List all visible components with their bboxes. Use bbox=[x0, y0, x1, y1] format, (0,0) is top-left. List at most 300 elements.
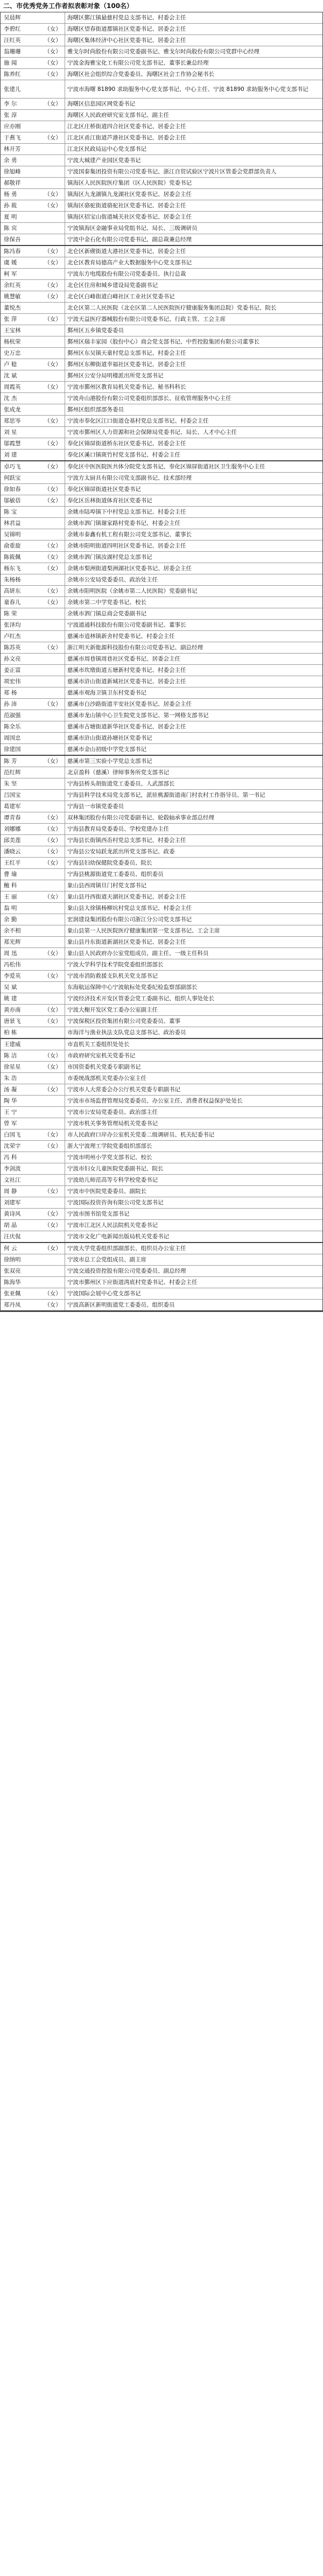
honoree-name: 陈全乐 bbox=[4, 724, 21, 730]
honoree-gender bbox=[41, 631, 65, 642]
honoree-name: 朱 坚 bbox=[4, 781, 17, 787]
table-row bbox=[1, 529, 322, 541]
honoree-position: 宁波镇海区金融事业局党组书记、局长、三级调研员 bbox=[65, 223, 322, 234]
table-row bbox=[1, 1288, 322, 1300]
honoree-gender: （女） bbox=[44, 486, 61, 493]
honoree-position: 象山县第一人民医院医疗健康集团第一党支部书记、工会主席 bbox=[65, 925, 322, 936]
honoree-gender bbox=[41, 710, 65, 721]
table-row bbox=[1, 756, 322, 767]
honoree-name: 郝敬祥 bbox=[4, 180, 21, 186]
honoree-position: 宁波金海雅宝化工有限公司党支部书记、董事长兼总经理 bbox=[65, 58, 322, 68]
honoree-gender: （女） bbox=[44, 950, 61, 957]
honoree-position: 鄞州区东柳街道幸福社区党委书记、居委会主任 bbox=[65, 359, 322, 370]
honoree-gender: （女） bbox=[44, 384, 61, 390]
table-row bbox=[1, 280, 322, 291]
table-row bbox=[1, 404, 322, 416]
honoree-name: 俞重旋 bbox=[4, 543, 21, 549]
honoree-gender bbox=[41, 721, 65, 732]
honoree-gender bbox=[41, 269, 65, 279]
table-row bbox=[1, 495, 322, 507]
table-row bbox=[1, 937, 322, 948]
honoree-position: 鄞州区组织部部务委员 bbox=[65, 404, 322, 415]
honoree-name: 李碧红 bbox=[4, 26, 21, 32]
honoree-position: 宁波市江北区人民法院机关党委书记 bbox=[65, 1220, 322, 1231]
honoree-position: 市国资委机关党委专职副书记 bbox=[65, 1062, 322, 1072]
honoree-name: 朱杨杨 bbox=[4, 577, 21, 583]
table-section bbox=[1, 246, 322, 461]
honoree-position: 海曙区望春街道都镇社区党委书记、居委会主任 bbox=[65, 24, 322, 34]
table-section bbox=[1, 1243, 322, 1311]
honoree-position: 江北区民政局运中心党支部书记 bbox=[65, 144, 322, 155]
table-row bbox=[1, 80, 322, 99]
table-row bbox=[1, 1005, 322, 1016]
honoree-name: 范淑强 bbox=[4, 712, 21, 719]
table-row bbox=[1, 1016, 322, 1027]
table-row bbox=[1, 1197, 322, 1209]
honoree-position: 宁波市市场监督管理局党委委员、办公室主任、消费者权益保护处处长 bbox=[65, 1096, 322, 1106]
honoree-name: 邬霞慧 bbox=[4, 440, 21, 447]
honoree-position: 宁波大城建产业园区党委书记 bbox=[65, 155, 322, 166]
honoree-gender bbox=[41, 1073, 65, 1084]
honoree-position: 宁波天益医疗器械股份有限公司党委书记、行政主管、工会主席 bbox=[65, 314, 322, 325]
honoree-name: 黄亦南 bbox=[4, 1007, 21, 1013]
honoree-name: 陈养红 bbox=[4, 71, 21, 78]
honoree-gender bbox=[41, 654, 65, 664]
honoree-name: 徐纳明 bbox=[4, 1257, 21, 1263]
honoree-gender: （女） bbox=[44, 191, 61, 198]
honoree-gender: （女） bbox=[44, 1086, 61, 1093]
honoree-position: 宁波市公安局党委委员、政治部主任 bbox=[65, 1107, 322, 1118]
honoree-name: 曾 军 bbox=[4, 1120, 17, 1127]
honoree-name: 王建威 bbox=[4, 1041, 21, 1048]
table-row bbox=[1, 58, 322, 69]
table-row bbox=[1, 574, 322, 586]
honoree-gender bbox=[41, 1039, 65, 1050]
honoree-name: 卓巧飞 bbox=[4, 464, 21, 470]
honoree-gender bbox=[41, 869, 65, 880]
table-row bbox=[1, 110, 322, 121]
table-row bbox=[1, 234, 322, 245]
table-row bbox=[1, 1243, 322, 1254]
honoree-name: 夏 明 bbox=[4, 214, 17, 220]
honoree-position: 鄞州区瑞丰家园（股份中心）商会党支部书记、中哲控股集团有限公司董事长 bbox=[65, 336, 322, 347]
honoree-gender: （女） bbox=[44, 701, 61, 707]
honoree-gender bbox=[41, 778, 65, 789]
honoree-position: 余姚市梨洲街道梨洲湖社区党委书记、居委会主任 bbox=[65, 563, 322, 574]
honoree-gender: （女） bbox=[44, 418, 61, 424]
table-row bbox=[1, 359, 322, 370]
honoree-name: 胡 晶 bbox=[4, 1222, 17, 1229]
honoree-name: 王红平 bbox=[4, 860, 21, 866]
honoree-name: 杨杭荣 bbox=[4, 339, 21, 345]
honoree-gender bbox=[41, 1254, 65, 1265]
table-row bbox=[1, 687, 322, 699]
honoree-name: 孙 筱 bbox=[4, 202, 17, 209]
honoree-position: 余姚市泗门镇汝湖村党总支部书记 bbox=[65, 552, 322, 563]
honoree-gender bbox=[41, 1175, 65, 1185]
table-row bbox=[1, 597, 322, 608]
honoree-position: 镇海区人民医院医疗集团（区人民医院）党委书记 bbox=[65, 178, 322, 188]
honoree-name: 朱 浩 bbox=[4, 1075, 17, 1082]
honoree-name: 何跃宝 bbox=[4, 475, 21, 481]
honoree-position: 慈溪市金山初级中学党支部书记 bbox=[65, 744, 322, 755]
honoree-gender: （女） bbox=[44, 464, 61, 470]
honoree-position: 宁波市总工会党组成员、副主席 bbox=[65, 1254, 322, 1265]
honoree-gender bbox=[41, 404, 65, 415]
table-row bbox=[1, 12, 322, 24]
table-row bbox=[1, 1152, 322, 1163]
honoree-name: 王 宁 bbox=[4, 1109, 17, 1115]
honoree-gender bbox=[41, 937, 65, 947]
honoree-position: 余姚市泗门镇谢家路村党委书记、村委会主任 bbox=[65, 518, 322, 529]
honoree-name: 王 丽 bbox=[4, 894, 17, 900]
honoree-position: 慈溪市坎墩街道五塘新村党委书记、村委会主任 bbox=[65, 665, 322, 676]
honoree-gender bbox=[41, 733, 65, 743]
honoree-name: 刘娜娜 bbox=[4, 826, 21, 832]
honoree-position: 余姚市第二中学党委书记、校长 bbox=[65, 597, 322, 608]
page-heading: 二、市优秀党务工作者拟表彰对象（100名） bbox=[3, 2, 134, 10]
table-row bbox=[1, 903, 322, 914]
honoree-position: 宁波国际会展中心党支部书记 bbox=[65, 1288, 322, 1299]
honoree-name: 张亚佩 bbox=[4, 1290, 21, 1297]
honoree-gender bbox=[41, 155, 65, 166]
honoree-gender bbox=[41, 121, 65, 132]
honoree-position: 宁海县科学技术局党支部书记，派驻桃源街道南门村农村工作指导员、第一书记 bbox=[65, 790, 322, 801]
honoree-gender bbox=[41, 348, 65, 359]
honoree-position: 海曙区信息园区网党委书记 bbox=[65, 99, 322, 109]
honoree-gender bbox=[41, 1266, 65, 1276]
honoree-position: 宁波市妇女儿童医院党委副书记、院长 bbox=[65, 1163, 322, 1174]
honoree-name: 张双亮 bbox=[4, 1268, 21, 1274]
honoree-position: 鄞州区公安分局明楼派出所党支部书记 bbox=[65, 370, 322, 381]
honoree-position: 慈溪市龙山镇中心卫生院党支部书记、第一网格支部书记 bbox=[65, 710, 322, 721]
honoree-position: 宁波国际投资咨询有限公司党支部书记 bbox=[65, 1197, 322, 1208]
honoree-gender: （女） bbox=[44, 543, 61, 549]
honoree-name: 张建儿 bbox=[4, 86, 21, 93]
honoree-gender bbox=[41, 914, 65, 925]
honoree-gender: （女） bbox=[44, 554, 61, 560]
honoree-name: 郑 杨 bbox=[4, 690, 17, 696]
honoree-gender bbox=[41, 166, 65, 177]
honoree-position: 北仑区住房和城乡建设局党委副书记 bbox=[65, 280, 322, 291]
table-row bbox=[1, 869, 322, 880]
honoree-position: 余姚市公安局党委委员、政治处主任 bbox=[65, 574, 322, 585]
honoree-gender: （女） bbox=[44, 248, 61, 255]
honoree-position: 宁波市人大常委会办公厅机关党委专职副书记 bbox=[65, 1084, 322, 1095]
table-row bbox=[1, 665, 322, 676]
table-row bbox=[1, 46, 322, 58]
table-row bbox=[1, 948, 322, 959]
table-row bbox=[1, 1231, 322, 1242]
honoree-gender: （女） bbox=[44, 1018, 61, 1024]
honoree-gender: （女） bbox=[44, 1007, 61, 1013]
honoree-position: 浙江明天新能源科技股份有限公司党委书记、副总经理 bbox=[65, 642, 322, 653]
table-row bbox=[1, 382, 322, 393]
table-row bbox=[1, 1084, 322, 1096]
table-row bbox=[1, 1186, 322, 1197]
table-row bbox=[1, 846, 322, 858]
table-row bbox=[1, 1277, 322, 1288]
honoree-position: 宁波市海曙 81890 求助服务中心党支部书记、中心主任、宁波 81890 求助服务中心党支部书记 bbox=[65, 80, 322, 98]
honoree-gender bbox=[41, 178, 65, 188]
honoree-name: 冯 科 bbox=[4, 1154, 17, 1161]
table-row bbox=[1, 541, 322, 552]
table-row bbox=[1, 144, 322, 155]
honoree-name: 卢 稔 bbox=[4, 361, 17, 368]
honoree-gender bbox=[41, 1118, 65, 1129]
table-row bbox=[1, 982, 322, 993]
table-row bbox=[1, 676, 322, 687]
table-row bbox=[1, 1073, 322, 1084]
honoree-name: 陈冯春 bbox=[4, 248, 21, 255]
table-row bbox=[1, 1027, 322, 1038]
honoree-name: 汪庆侃 bbox=[4, 1233, 21, 1240]
table-row bbox=[1, 1254, 322, 1266]
table-row bbox=[1, 835, 322, 846]
honoree-gender: （女） bbox=[44, 259, 61, 266]
honoree-name: 李 尔 bbox=[4, 101, 17, 107]
honoree-name: 李剑波 bbox=[4, 1166, 21, 1172]
honoree-gender: （女） bbox=[44, 894, 61, 900]
table-row bbox=[1, 767, 322, 778]
honoree-position: 奉化区中医医院医共体分院党支部书记、奉化区锦屏街道社区卫生服务中心主任 bbox=[65, 461, 322, 472]
honoree-gender bbox=[41, 880, 65, 891]
honoree-name: 陈 宝 bbox=[4, 509, 17, 515]
honoree-name: 项宏伟 bbox=[4, 678, 21, 685]
table-row bbox=[1, 1141, 322, 1152]
honoree-gender bbox=[41, 110, 65, 121]
honoree-name: 张 淳 bbox=[4, 112, 17, 118]
table-row bbox=[1, 586, 322, 597]
honoree-position: 宁海县妇幼保健院党委委员、院长 bbox=[65, 858, 322, 868]
honoree-position: 象山县人民政府办公室党组成员、副主任、一级主任科员 bbox=[65, 948, 322, 959]
table-section bbox=[1, 461, 322, 756]
honoree-gender bbox=[41, 959, 65, 970]
honoree-position: 镇海区九龙湖镇九龙湖社区党委书记、居委会主任 bbox=[65, 189, 322, 200]
honoree-position: 宁海县教育局党委委员、学校党建办主任 bbox=[65, 824, 322, 834]
honoree-gender bbox=[41, 1152, 65, 1163]
table-row bbox=[1, 1039, 322, 1050]
honoree-position: 宁海县长街镇西岙村党总支部书记、村委会主任 bbox=[65, 835, 322, 846]
honoree-position: 象山县大徐镇杨柳坑村党总支部书记、村委会主任 bbox=[65, 903, 322, 914]
table-row bbox=[1, 438, 322, 450]
table-row bbox=[1, 200, 322, 212]
honoree-gender: （女） bbox=[44, 848, 61, 855]
honoree-gender: （女） bbox=[44, 361, 61, 368]
table-row bbox=[1, 710, 322, 721]
honoree-position: 余姚市阳明医院（余姚市第二人民医院）党委副书记 bbox=[65, 586, 322, 596]
honoree-gender: （女） bbox=[44, 1064, 61, 1070]
table-row bbox=[1, 450, 322, 460]
honoree-position: 宁海县桥头胡街道党工委委员、人武部部长 bbox=[65, 778, 322, 789]
table-row bbox=[1, 314, 322, 325]
honoree-gender bbox=[41, 1163, 65, 1174]
table-row bbox=[1, 99, 322, 110]
honoree-name: 柯 军 bbox=[4, 271, 17, 277]
table-row bbox=[1, 993, 322, 1005]
honoree-position: 宁海县一市镇党委委员 bbox=[65, 801, 322, 812]
honoree-name: 黄诗风 bbox=[4, 1211, 21, 1217]
honoree-position: 宁波经济技术开发区管委会党工委副书记、组织人事处处长 bbox=[65, 993, 322, 1004]
honoree-name: 周国忠 bbox=[4, 735, 21, 741]
honoree-gender bbox=[41, 427, 65, 438]
honoree-name: 陈筱佩 bbox=[4, 554, 21, 560]
honoree-position: 宁波方太厨具有限公司党支部副书记、技术部经理 bbox=[65, 473, 322, 483]
honoree-name: 张泽均 bbox=[4, 622, 21, 628]
honoree-position: 宁波市中医院党委委员、副院长 bbox=[65, 1186, 322, 1197]
honoree-gender bbox=[41, 574, 65, 585]
honoree-position: 宁波大学党委组织部副部长、组织员办公室主任 bbox=[65, 1243, 322, 1254]
table-row bbox=[1, 925, 322, 937]
honoree-gender: （女） bbox=[44, 1222, 61, 1229]
honoree-gender: （女） bbox=[44, 1211, 61, 1217]
honoree-position: 宁波市消防救援支队机关党支部书记 bbox=[65, 971, 322, 981]
honoree-position: 宁波市明州小学党支部书记、校长 bbox=[65, 1152, 322, 1163]
honoree-gender: （女） bbox=[44, 1052, 61, 1059]
honoree-position: 慈溪市白沙路街道平安社区党委书记、居委会主任 bbox=[65, 699, 322, 710]
honoree-position: 宁波保税区投资集团有限公司党委委员、董事 bbox=[65, 1016, 322, 1027]
table-row bbox=[1, 212, 322, 223]
honoree-gender bbox=[41, 336, 65, 347]
honoree-position: 宁波国泰集团投资有限公司党委书记、浙江自贸试验区宁波片区管委会党群部负责人 bbox=[65, 166, 322, 177]
honoree-gender bbox=[41, 993, 65, 1004]
honoree-gender: （女） bbox=[44, 1132, 61, 1138]
honoree-gender bbox=[41, 903, 65, 914]
honoree-name: 谭青春 bbox=[4, 815, 21, 821]
table-row bbox=[1, 1220, 322, 1231]
honoree-position: 鄞州区五乡镇党委委员 bbox=[65, 325, 322, 336]
table-row bbox=[1, 269, 322, 280]
honoree-name: 吴锦明 bbox=[4, 531, 21, 538]
honoree-gender bbox=[41, 925, 65, 936]
honoree-name: 吕国宝 bbox=[4, 792, 21, 798]
honoree-gender bbox=[41, 303, 65, 313]
honoree-position: 宁波道通科技股份有限公司党委副书记、董事长 bbox=[65, 620, 322, 630]
honoree-name: 陈 宾 bbox=[4, 225, 17, 231]
honoree-gender: （女） bbox=[44, 599, 61, 606]
table-row bbox=[1, 166, 322, 178]
honoree-name: 邬敏蓓 bbox=[4, 497, 21, 504]
honoree-gender bbox=[41, 790, 65, 801]
honoree-name: 姚 建 bbox=[4, 995, 17, 1002]
table-row bbox=[1, 744, 322, 755]
honoree-position: 宁波市文化广电新闻出版局机关党委书记 bbox=[65, 1231, 322, 1242]
honoree-name: 曹 瑜 bbox=[4, 871, 17, 878]
honoree-position: 象山县西周镇旦门村党支部书记 bbox=[65, 880, 322, 891]
honoree-position: 宏润建设集团股份有限公司浙江分公司党支部书记 bbox=[65, 914, 322, 925]
honoree-name: 余红英 bbox=[4, 282, 21, 289]
honoree-gender: （女） bbox=[44, 135, 61, 141]
table-row bbox=[1, 1107, 322, 1118]
honoree-name: 陈苏英 bbox=[4, 644, 21, 651]
honoree-name: 高妍东 bbox=[4, 588, 21, 594]
honoree-gender: （女） bbox=[44, 860, 61, 866]
honoree-name: 潘晓云 bbox=[4, 848, 21, 855]
honoree-name: 周霞英 bbox=[4, 384, 21, 390]
honoree-name: 卢红杰 bbox=[4, 633, 21, 640]
honoree-position: 象山县丹西街道天湖社区党委书记、居委会主任 bbox=[65, 892, 322, 902]
table-row bbox=[1, 473, 322, 484]
honoree-name: 唐景飞 bbox=[4, 1018, 21, 1024]
honoree-name: 文社江 bbox=[4, 1177, 21, 1183]
table-row bbox=[1, 1050, 322, 1062]
honoree-gender bbox=[41, 212, 65, 222]
honoree-position: 北京盈科（慈溪）律师事务所党支部书记 bbox=[65, 767, 322, 778]
honoree-position: 奉化区岳林街道体育社区党委书记 bbox=[65, 495, 322, 506]
honoree-position: 宁波市鄞州区人力资源和社会保障局党委书记、局长、人才中心主任 bbox=[65, 427, 322, 438]
honoree-name: 杨 勇 bbox=[4, 191, 17, 198]
table-row bbox=[1, 257, 322, 269]
table-row bbox=[1, 1175, 322, 1186]
table-row bbox=[1, 880, 322, 892]
honoree-gender bbox=[41, 620, 65, 630]
honoree-gender: （女） bbox=[44, 1188, 61, 1195]
honoree-name: 徐旭峰 bbox=[4, 169, 21, 175]
table-row bbox=[1, 35, 322, 46]
honoree-name: 徐保吾 bbox=[4, 236, 21, 243]
honoree-name: 王宝林 bbox=[4, 327, 21, 334]
honoree-position: 雅戈尔时尚股份有限公司党委副书记、雅戈尔时尚股份有限公司党群中心经理 bbox=[65, 46, 322, 57]
honoree-position: 宁波舟山港股份有限公司党委组织部部长、征收管理服务中心主任 bbox=[65, 393, 322, 404]
honoree-position: 宁波市奉化区江口街道仓基村党总支部书记、村委会主任 bbox=[65, 416, 322, 426]
honoree-name: 陈 洁 bbox=[4, 1052, 17, 1059]
honoree-name: 余 勇 bbox=[4, 157, 17, 164]
honoree-position: 象山县丹东街道新湖社区党委书记、居委会主任 bbox=[65, 937, 322, 947]
honoree-position: 奉化区锦屏街道社区党委书记 bbox=[65, 484, 322, 495]
table-row bbox=[1, 416, 322, 427]
honoree-position: 宁海县公安局跃龙派出所党支部书记、政委 bbox=[65, 846, 322, 857]
honoree-name: 郑丹凤 bbox=[4, 1302, 21, 1308]
honoree-gender bbox=[41, 450, 65, 460]
honoree-gender: （女） bbox=[44, 837, 61, 844]
table-row bbox=[1, 132, 322, 144]
honoree-gender: （女） bbox=[44, 1245, 61, 1252]
table-row bbox=[1, 348, 322, 359]
honoree-name: 徐星星 bbox=[4, 1064, 21, 1070]
table-row bbox=[1, 620, 322, 631]
honoree-position: 双林集团股份有限公司党委副书记、轮毂轴承事业部总经理 bbox=[65, 812, 322, 823]
table-row bbox=[1, 393, 322, 404]
honoree-name: 李爱英 bbox=[4, 973, 21, 979]
honoree-name: 郑光辉 bbox=[4, 939, 21, 945]
honoree-gender: （女） bbox=[44, 565, 61, 572]
honoree-name: 吴晨辉 bbox=[4, 15, 21, 21]
honoree-gender bbox=[41, 325, 65, 336]
honoree-name: 虞 媛 bbox=[4, 259, 17, 266]
honoree-name: 沈荣宇 bbox=[4, 1143, 21, 1149]
honoree-name: 余 勤 bbox=[4, 916, 17, 923]
honoree-gender: （女） bbox=[44, 48, 61, 55]
honoree-position: 北仑区白峰街道白峰社区工业社区党委书记 bbox=[65, 291, 322, 302]
honoree-gender bbox=[41, 507, 65, 517]
honoree-name: 鲍 科 bbox=[4, 882, 17, 889]
table-row bbox=[1, 291, 322, 303]
honoree-name: 何 云 bbox=[4, 1245, 17, 1252]
table-row bbox=[1, 1300, 322, 1310]
honoree-name: 董悦杰 bbox=[4, 305, 21, 311]
honoree-name: 徐如春 bbox=[4, 486, 21, 493]
table-row bbox=[1, 1129, 322, 1141]
table-row bbox=[1, 1163, 322, 1175]
table-row bbox=[1, 790, 322, 801]
honoree-position: 余姚市陆埠镇下中村党总支部书记、村委会主任 bbox=[65, 507, 322, 517]
honoree-name: 刘 建 bbox=[4, 452, 17, 458]
honoree-name: 姜正富 bbox=[4, 667, 21, 673]
table-row bbox=[1, 721, 322, 733]
table-row bbox=[1, 892, 322, 903]
honoree-gender bbox=[41, 982, 65, 993]
table-row bbox=[1, 1096, 322, 1107]
